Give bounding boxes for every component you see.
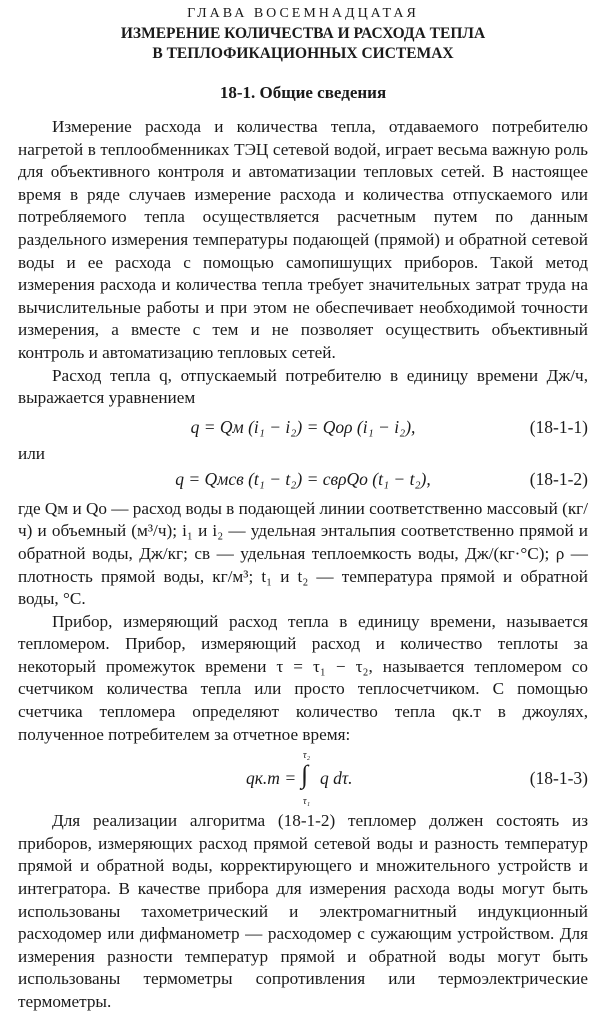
equation-18-1-2-number: (18-1-2) (529, 468, 588, 489)
paragraph-implementation: Для реализации алгоритма (18-1-2) тепломер должен состоять из приборов, измеряющих расход прямой сетевой воды и разность температур прямой и обратной воды, корректирующего и множительного устройств и интегратора. В качестве прибора для измерения расхода воды могут быть использованы тахометрический и электромагнитный индукционный расходомер или дифманометр — расходомер с сужающим устройством. Для измерения разности температур прямой и обратной воды могут быть использованы термометры сопротивления или термоэлектрические термометры. (18, 811, 588, 1011)
equation-18-1-1 (18, 410, 588, 446)
integral-sign: ∫ (301, 760, 309, 790)
integral-lower-limit: τ₁ (303, 796, 311, 808)
paragraph-definitions: где Qм и Qо — расход воды в подающей линии соответственно массовый (кг/ч) и объемный (м³/ч); i₁ и i₂ — удельная энтальпия соответственно прямой и обратной воды, Дж/кг; cв — удельная теплоемкость воды, Дж/(кг·°С); ρ — плотность прямой воды, кг/м³; t₁ и t₂ — температура прямой и обратной воды, °С. (18, 498, 588, 609)
equation-18-1-3-number: (18-1-3) (529, 768, 588, 789)
equation-18-1-1-number: (18-1-1) (529, 416, 588, 437)
integral-upper-limit: τ₂ (303, 750, 311, 762)
integral-integrand: q dτ. (320, 768, 353, 789)
chapter-heading: ГЛАВА ВОСЕМНАДЦАТАЯ (187, 6, 419, 21)
chapter-title-line-1: ИЗМЕРЕНИЕ КОЛИЧЕСТВА И РАСХОДА ТЕПЛА (120, 25, 486, 42)
equation-18-1-1-formula: q = Qм (i₁ − i₂) = Qоρ (i₁ − i₂), (190, 416, 416, 437)
book-page (18, 4, 588, 1014)
chapter-title-line-2: В ТЕПЛОФИКАЦИОННЫХ СИСТЕМАХ (152, 45, 454, 62)
paragraph-heat-flow: Расход тепла q, отпускаемый потребителю в единицу времени Дж/ч, выражается уравнением (18, 365, 588, 408)
connector-text: или (18, 443, 45, 463)
equation-18-1-2 (18, 462, 588, 498)
paragraph-heat-meter: Прибор, измеряющий расход тепла в единицу времени, называется тепломером. Прибор, измеряющий расход и количество теплоты за некоторый промежуток времени τ = τ₁ − τ₂, называется тепломером со счетчиком количества тепла или просто теплосчетчиком. С помощью счетчика тепломера определяют количество тепла qк.т в джоулях, полученное потребителем за отчетное время: (18, 611, 588, 744)
paragraph-intro: Измерение расхода и количества тепла, отдаваемого потребителю нагретой в теплообменниках ТЭЦ сетевой водой, играет весьма важную роль для объективного контроля и автоматизации тепловых сетей. В настоящее время в ряде случаев измерение расхода и количества отпускаемого или потребляемого тепла осуществляется расчетным путем по данным раздельного измерения температуры подающей (прямой) и обратной сетевой воды и ее расхода с помощью самопишущих приборов. Такой метод измерения расхода и количества тепла требует значительных затрат труда на вычислительные работы и при этом не обеспечивает необходимой точности измерения, а вместе с тем и не позволяет осуществить объективный контроль и автоматизацию тепловых сетей. (18, 117, 588, 362)
equation-18-1-2-formula: q = Qмcв (t₁ − t₂) = cвρQо (t₁ − t₂), (175, 468, 431, 489)
equation-18-1-3 (18, 746, 588, 810)
section-heading: 18-1. Общие сведения (219, 83, 387, 102)
equation-18-1-3-lhs: qк.т = (246, 768, 297, 789)
